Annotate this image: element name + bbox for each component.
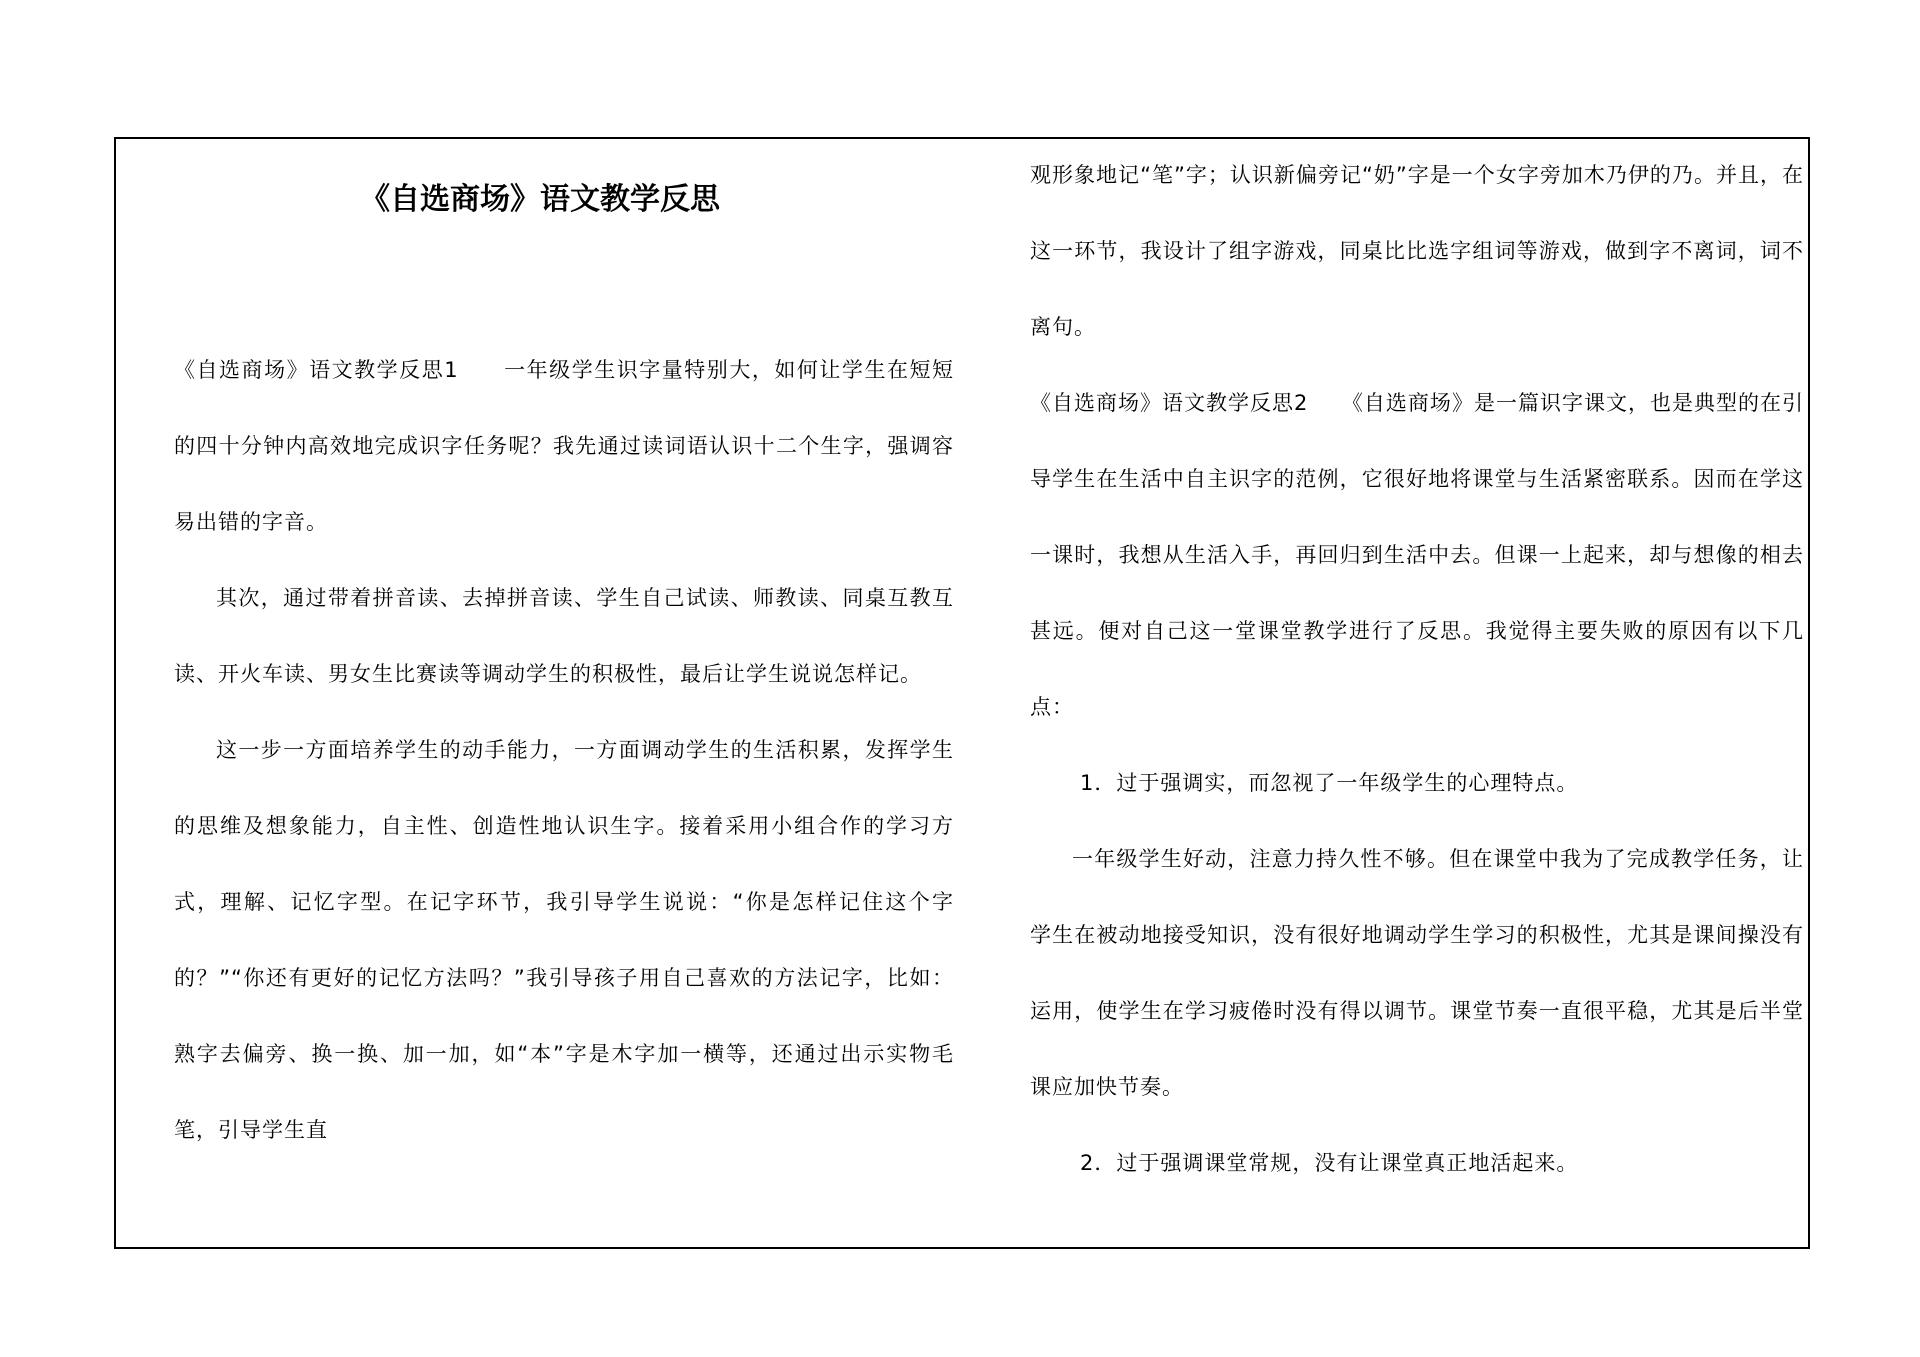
paragraph: 《自选商场》语文教学反思1 一年级学生识字量特别大，如何让学生在短短的四十分钟内高效地完成识字任务呢？我先通过读词语认识十二个生字，强调容易出错的字音。 (174, 358, 954, 534)
paragraph: 这一步一方面培养学生的动手能力，一方面调动学生的生活积累，发挥学生的思维及想象能力，自主性、创造性地认识生字。接着采用小组合作的学习方式，理解、记忆字型。在记字环节，我引导学生说说：“你是怎样记住这个字的？”“你还有更好的记忆方法吗？”我引导孩子用自己喜欢的方法记字，比如：熟字去偏旁、换一换、加一加，如“本”字是木字加一横等，还通过出示实物毛笔，引导学生直 (174, 738, 954, 1142)
paragraph: 观形象地记“笔”字；认识新偏旁记“奶”字是一个女字旁加木乃伊的乃。并且，在这一环节，我设计了组字游戏，同桌比比选字组词等游戏，做到字不离词，词不离句。 (1030, 163, 1804, 339)
document-title: 《自选商场》语文教学反思 (360, 182, 720, 217)
paragraph: 一年级学生好动，注意力持久性不够。但在课堂中我为了完成教学任务，让学生在被动地接受知识，没有很好地调动学生学习的积极性，尤其是课间操没有运用，使学生在学习疲倦时没有得以调节。课堂节奏一直很平稳，尤其是后半堂课应加快节奏。 (1030, 847, 1804, 1099)
paragraph: 《自选商场》语文教学反思2 《自选商场》是一篇识字课文，也是典型的在引导学生在生活中自主识字的范例，它很好地将课堂与生活紧密联系。因而在学这一课时，我想从生活入手，再回归到生活中去。但课一上起来，却与想像的相去甚远。便对自己这一堂课堂教学进行了反思。我觉得主要失败的原因有以下几点： (1030, 391, 1804, 719)
list-item: 1．过于强调实，而忽视了一年级学生的心理特点。 (1080, 771, 1579, 795)
left-text-column (174, 332, 954, 1168)
paragraph: 其次，通过带着拼音读、去掉拼音读、学生自己试读、师教读、同桌互教互读、开火车读、男女生比赛读等调动学生的积极性，最后让学生说说怎样记。 (174, 586, 954, 686)
right-text-column (1030, 137, 1804, 1201)
list-item: 2．过于强调课堂常规，没有让课堂真正地活起来。 (1080, 1151, 1579, 1175)
